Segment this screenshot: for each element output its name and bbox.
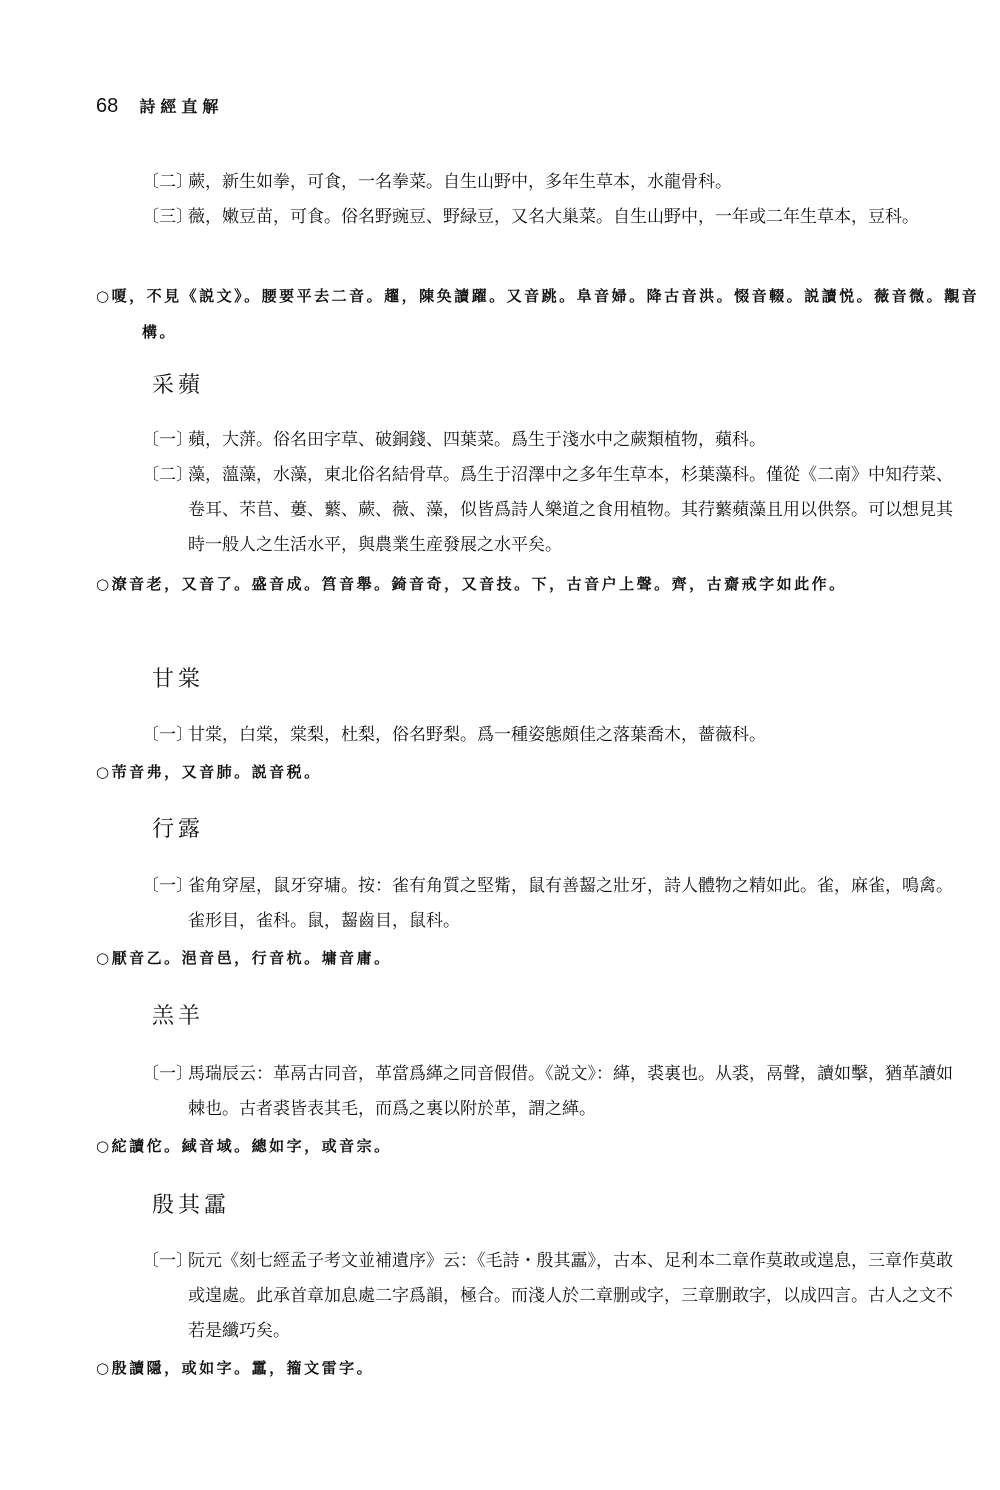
pronunciation-notes: [96, 754, 1000, 790]
section-title: 殷其靁: [152, 1193, 231, 1218]
pronunciation-notes: [96, 940, 1000, 976]
note-text: 雀角穿屋，鼠牙穿墉。按：雀有角質之堅觜，鼠有善齧之壯牙，詩人體物之精如此。雀，麻雀，鳴禽。雀形目，雀科。鼠，齧齒目，鼠科。: [188, 876, 953, 931]
pronunciation-text: ○嗄，不見《説文》。腰要平去二音。趯，陳奂讀躍。又音跳。阜音婦。降古音洪。惙音輟。説讀悦。薇音微。覯音構。: [96, 287, 980, 341]
pronunciation-text: ○殷讀隱，或如字。靁，籀文雷字。: [96, 1359, 375, 1377]
note-text: 阮元《刻七經孟子考文並補遺序》云：《毛詩・殷其靁》，古本、足利本二章作莫敢或遑息，三章作莫敢或遑處。此承首章加息處二字爲韻，極合。而淺人於二章删或字，三章删敢字，以成四言。古人之文不若是纖巧矣。: [188, 1251, 953, 1341]
note-marker: 〔三〕: [142, 207, 193, 227]
note-text: 甘棠，白棠，棠梨，杜梨，俗名野梨。爲一種姿態頗佳之落葉喬木，薔薇科。: [188, 725, 766, 745]
pronunciation-text: ○厭音乙。浥音邑，行音杭。墉音庸。: [96, 949, 392, 967]
notes-list: [96, 423, 958, 563]
note-text: 蕨，新生如拳，可食，一名拳菜。自生山野中，多年生草本，水龍骨科。: [188, 172, 732, 192]
note-marker: 〔二〕: [142, 465, 193, 485]
notes-list: [96, 1057, 958, 1127]
note-text: 馬瑞辰云：革鬲古同音，革當爲緙之同音假借。《説文》：緙，裘裏也。从裘，鬲聲，讀如擊，猶革讀如棘也。古者裘皆表其毛，而爲之裏以附於革，謂之緙。: [188, 1064, 953, 1119]
pronunciation-notes: [96, 278, 1000, 350]
note-item: [96, 1057, 958, 1127]
note-text: 薇，嫩豆苗，可食。俗名野豌豆、野緑豆，又名大巢菜。自生山野中，一年或二年生草本，豆科。: [188, 207, 919, 227]
note-item: [96, 423, 958, 458]
note-marker: 〔一〕: [142, 430, 193, 450]
note-item: [96, 458, 958, 563]
note-text: 蘋，大蓱。俗名田字草、破銅錢、四葉菜。爲生于淺水中之蕨類植物，蘋科。: [188, 430, 766, 450]
pronunciation-notes: [96, 566, 1000, 602]
note-item: [96, 718, 958, 753]
note-marker: 〔一〕: [142, 1251, 193, 1271]
running-header: [96, 94, 223, 122]
notes-list: [96, 1244, 958, 1349]
section-title: 羔羊: [152, 1004, 205, 1029]
page-number: 68: [96, 95, 119, 117]
running-title: 詩經直解: [139, 97, 224, 116]
note-marker: 〔一〕: [142, 1064, 193, 1084]
note-item: [96, 165, 958, 200]
section-title: 甘棠: [152, 667, 205, 692]
pronunciation-notes: [96, 1128, 1000, 1164]
note-item: [96, 1244, 958, 1349]
notes-list: [96, 869, 958, 939]
pronunciation-text: ○潦音老，又音了。盛音成。筥音舉。錡音奇，又音技。下，古音户上聲。齊，古齋戒字如此作。: [96, 575, 847, 593]
note-item: [96, 869, 958, 939]
section-title: 行露: [152, 817, 205, 842]
pronunciation-notes: [96, 1350, 1000, 1386]
note-marker: 〔一〕: [142, 876, 193, 896]
notes-list: [96, 718, 958, 753]
note-item: [96, 200, 958, 235]
note-marker: 〔二〕: [142, 172, 193, 192]
note-text: 藻，薀藻，水藻，東北俗名結骨草。爲生于沼澤中之多年生草本，杉葉藻科。僅從《二南》中知荇菜、卷耳、芣苢、蔞、蘩、蕨、薇、藻，似皆爲詩人樂道之食用植物。其荇蘩蘋藻且用以供祭。可以想見其時一般人之生活水平，與農業生産發展之水平矣。: [188, 465, 953, 555]
pronunciation-text: ○芾音弗，又音肺。説音税。: [96, 763, 322, 781]
notes-continued: [96, 165, 958, 235]
pronunciation-text: ○紽讀佗。緎音域。總如字，或音宗。: [96, 1137, 392, 1155]
section-title: 采蘋: [152, 373, 205, 398]
note-marker: 〔一〕: [142, 725, 193, 745]
